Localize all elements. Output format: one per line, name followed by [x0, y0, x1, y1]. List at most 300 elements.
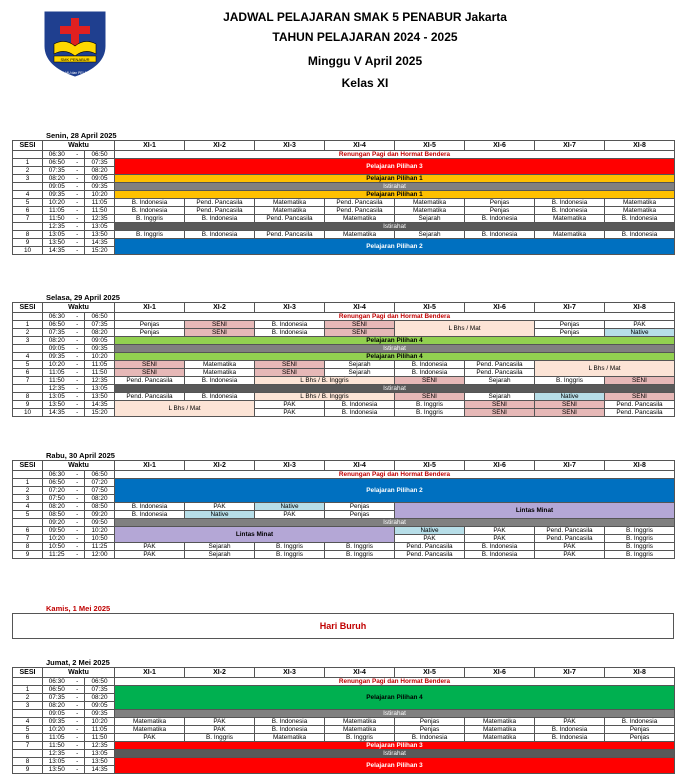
col-class-header: XI-8: [605, 141, 675, 151]
svg-text:IMAN, ILMU dan PELAYANAN: IMAN, ILMU dan PELAYANAN: [52, 71, 98, 75]
sesi-cell: [13, 345, 43, 353]
time-start: 11:50: [43, 377, 71, 385]
time-start: 06:50: [43, 479, 71, 487]
time-separator: -: [71, 175, 85, 183]
time-separator: -: [71, 361, 85, 369]
time-separator: -: [71, 393, 85, 401]
table-row: [13, 734, 675, 742]
subject-cell: Sejarah: [465, 377, 535, 385]
subject-cell: Penjas: [395, 718, 465, 726]
time-end: 15:20: [85, 247, 115, 255]
time-end: 07:20: [85, 479, 115, 487]
subject-cell: Pelajaran Pilihan 4: [115, 686, 675, 710]
time-start: 11:50: [43, 742, 71, 750]
time-start: 13:50: [43, 766, 71, 774]
table-row: [13, 742, 675, 750]
subject-cell: B. Indonesia: [115, 503, 185, 511]
subject-cell: Matematika: [465, 726, 535, 734]
time-start: 12:35: [43, 385, 71, 393]
col-class-header: XI-5: [395, 303, 465, 313]
subject-cell: Pend. Pancasila: [605, 401, 675, 409]
col-class-header: XI-4: [325, 461, 395, 471]
table-row: [13, 718, 675, 726]
subject-cell: Penjas: [395, 726, 465, 734]
subject-cell: Matematika: [535, 231, 605, 239]
time-start: 06:30: [43, 678, 71, 686]
time-end: 11:50: [85, 734, 115, 742]
col-class-header: XI-6: [465, 668, 535, 678]
schedule-header: [0, 0, 685, 105]
col-class-header: XI-1: [115, 303, 185, 313]
time-end: 10:50: [85, 535, 115, 543]
table-row: [13, 329, 675, 337]
time-separator: -: [71, 551, 85, 559]
subject-cell: Matematika: [325, 215, 395, 223]
time-end: 06:50: [85, 678, 115, 686]
subject-cell: Sejarah: [185, 551, 255, 559]
time-separator: -: [71, 183, 85, 191]
table-row: [13, 377, 675, 385]
time-separator: -: [71, 353, 85, 361]
schedule-table: [12, 460, 675, 559]
table-row: [13, 543, 675, 551]
time-start: 10:20: [43, 535, 71, 543]
time-start: 12:35: [43, 223, 71, 231]
col-class-header: XI-3: [255, 668, 325, 678]
time-separator: -: [71, 503, 85, 511]
subject-cell: SENI: [535, 409, 605, 417]
subject-cell: Sejarah: [325, 361, 395, 369]
time-end: 09:05: [85, 337, 115, 345]
table-row: [13, 175, 675, 183]
time-start: 13:05: [43, 758, 71, 766]
subject-cell: B. Inggris: [605, 551, 675, 559]
time-separator: -: [71, 223, 85, 231]
sesi-cell: 5: [13, 361, 43, 369]
sesi-cell: 7: [13, 742, 43, 750]
time-start: 08:20: [43, 702, 71, 710]
time-separator: -: [71, 345, 85, 353]
schedule-table: [12, 667, 675, 774]
subject-cell: SENI: [605, 393, 675, 401]
header-year: TAHUN PELAJARAN 2024 - 2025: [272, 30, 458, 44]
sesi-cell: [13, 750, 43, 758]
subject-cell: Pelajaran Pilihan 4: [115, 353, 675, 361]
time-start: 11:05: [43, 207, 71, 215]
subject-cell: SENI: [465, 409, 535, 417]
subject-cell: Renungan Pagi dan Hormat Bendera: [115, 471, 675, 479]
subject-cell: Native: [255, 503, 325, 511]
subject-cell: Pend. Pancasila: [185, 207, 255, 215]
time-end: 09:20: [85, 511, 115, 519]
schedule-table: [12, 302, 675, 417]
time-separator: -: [71, 535, 85, 543]
day-label: Selasa, 29 April 2025: [46, 293, 120, 302]
sesi-cell: [13, 313, 43, 321]
time-separator: -: [71, 702, 85, 710]
sesi-cell: 6: [13, 369, 43, 377]
time-separator: -: [71, 199, 85, 207]
subject-cell: B. Inggris: [115, 231, 185, 239]
subject-cell: PAK: [115, 551, 185, 559]
table-header-row: [13, 141, 675, 151]
table-row: [13, 726, 675, 734]
subject-cell: B. Inggris: [605, 543, 675, 551]
subject-cell: Pend. Pancasila: [535, 535, 605, 543]
time-separator: -: [71, 159, 85, 167]
subject-cell: Matematika: [325, 726, 395, 734]
subject-cell: B. Indonesia: [395, 369, 465, 377]
time-separator: -: [71, 369, 85, 377]
time-end: 10:20: [85, 191, 115, 199]
col-class-header: XI-5: [395, 141, 465, 151]
subject-cell: Pelajaran Pilihan 1: [115, 175, 675, 183]
header-title: JADWAL PELAJARAN SMAK 5 PENABUR Jakarta: [223, 10, 507, 24]
time-end: 10:20: [85, 718, 115, 726]
subject-cell: Matematika: [255, 199, 325, 207]
time-end: 09:05: [85, 175, 115, 183]
time-start: 07:35: [43, 167, 71, 175]
subject-cell: SENI: [255, 361, 325, 369]
time-start: 06:30: [43, 313, 71, 321]
time-end: 12:35: [85, 377, 115, 385]
subject-cell: Pend. Pancasila: [325, 207, 395, 215]
subject-cell: PAK: [255, 401, 325, 409]
subject-cell: B. Indonesia: [255, 718, 325, 726]
col-sesi-header: SESI: [13, 141, 43, 151]
time-start: 06:30: [43, 471, 71, 479]
subject-cell: SENI: [115, 369, 185, 377]
time-end: 11:50: [85, 369, 115, 377]
table-header-row: [13, 461, 675, 471]
subject-cell: B. Indonesia: [465, 215, 535, 223]
subject-cell: Pend. Pancasila: [185, 199, 255, 207]
subject-cell: B. Indonesia: [395, 734, 465, 742]
time-end: 13:05: [85, 223, 115, 231]
sesi-cell: 5: [13, 726, 43, 734]
subject-cell: B. Inggris: [115, 215, 185, 223]
col-class-header: XI-8: [605, 461, 675, 471]
subject-cell: Penjas: [605, 726, 675, 734]
time-end: 08:20: [85, 167, 115, 175]
subject-cell: B. Indonesia: [185, 393, 255, 401]
subject-cell: Matematika: [255, 207, 325, 215]
col-class-header: XI-6: [465, 303, 535, 313]
time-end: 10:20: [85, 353, 115, 361]
time-separator: -: [71, 543, 85, 551]
table-row: [13, 207, 675, 215]
time-separator: -: [71, 750, 85, 758]
subject-cell: B. Indonesia: [115, 199, 185, 207]
time-separator: -: [71, 239, 85, 247]
subject-cell: Sejarah: [325, 369, 395, 377]
subject-cell: Native: [185, 511, 255, 519]
time-end: 14:35: [85, 766, 115, 774]
table-row: [13, 519, 675, 527]
col-class-header: XI-5: [395, 668, 465, 678]
time-end: 14:35: [85, 401, 115, 409]
time-start: 06:50: [43, 686, 71, 694]
time-start: 09:35: [43, 353, 71, 361]
time-end: 11:05: [85, 361, 115, 369]
subject-cell: B. Indonesia: [325, 401, 395, 409]
time-start: 13:50: [43, 239, 71, 247]
col-class-header: XI-5: [395, 461, 465, 471]
time-separator: -: [71, 151, 85, 159]
time-start: 11:05: [43, 369, 71, 377]
subject-cell: B. Inggris: [535, 377, 605, 385]
header-class: Kelas XI: [341, 76, 389, 90]
time-start: 11:05: [43, 734, 71, 742]
time-start: 13:05: [43, 231, 71, 239]
table-row: [13, 471, 675, 479]
subject-cell: SENI: [395, 393, 465, 401]
subject-cell: PAK: [535, 718, 605, 726]
time-start: 09:05: [43, 183, 71, 191]
subject-cell: Penjas: [325, 511, 395, 519]
time-end: 11:50: [85, 207, 115, 215]
sesi-cell: 5: [13, 511, 43, 519]
sesi-cell: 6: [13, 734, 43, 742]
time-separator: -: [71, 734, 85, 742]
time-start: 10:20: [43, 199, 71, 207]
subject-cell: Pelajaran Pilihan 1: [115, 191, 675, 199]
subject-cell: B. Indonesia: [325, 409, 395, 417]
subject-cell: Istirahat: [115, 750, 675, 758]
sesi-cell: 4: [13, 191, 43, 199]
time-end: 06:50: [85, 471, 115, 479]
sesi-cell: 8: [13, 758, 43, 766]
time-separator: -: [71, 678, 85, 686]
subject-cell: B. Inggris: [395, 401, 465, 409]
time-start: 09:50: [43, 527, 71, 535]
time-start: 09:05: [43, 345, 71, 353]
subject-cell: SENI: [185, 329, 255, 337]
subject-cell: Renungan Pagi dan Hormat Bendera: [115, 151, 675, 159]
time-separator: -: [71, 694, 85, 702]
subject-cell: Pelajaran Pilihan 4: [115, 337, 675, 345]
time-end: 09:05: [85, 702, 115, 710]
subject-cell: B. Indonesia: [605, 231, 675, 239]
time-separator: -: [71, 758, 85, 766]
subject-cell: B. Indonesia: [255, 329, 325, 337]
subject-cell: Pend. Pancasila: [465, 361, 535, 369]
time-separator: -: [71, 519, 85, 527]
table-row: [13, 199, 675, 207]
sesi-cell: 1: [13, 321, 43, 329]
time-separator: -: [71, 710, 85, 718]
table-row: [13, 231, 675, 239]
subject-cell: Lintas Minat: [395, 503, 675, 519]
time-separator: -: [71, 337, 85, 345]
col-class-header: XI-2: [185, 141, 255, 151]
subject-cell: Matematika: [255, 734, 325, 742]
time-end: 08:20: [85, 694, 115, 702]
sesi-cell: [13, 151, 43, 159]
time-separator: -: [71, 471, 85, 479]
subject-cell: Pend. Pancasila: [395, 551, 465, 559]
subject-cell: SENI: [185, 321, 255, 329]
table-row: [13, 159, 675, 167]
sesi-cell: 9: [13, 766, 43, 774]
table-row: [13, 183, 675, 191]
subject-cell: Penjas: [605, 734, 675, 742]
subject-cell: Penjas: [465, 207, 535, 215]
subject-cell: Pend. Pancasila: [465, 369, 535, 377]
subject-cell: Penjas: [115, 321, 185, 329]
time-separator: -: [71, 527, 85, 535]
subject-cell: Matematika: [465, 718, 535, 726]
sesi-cell: [13, 385, 43, 393]
table-row: [13, 503, 675, 511]
subject-cell: B. Indonesia: [605, 215, 675, 223]
sesi-cell: 1: [13, 686, 43, 694]
subject-cell: B. Indonesia: [185, 215, 255, 223]
subject-cell: L Bhs / B. Inggris: [255, 377, 395, 385]
time-start: 07:20: [43, 487, 71, 495]
time-start: 14:35: [43, 409, 71, 417]
day-label: Senin, 28 April 2025: [46, 131, 117, 140]
subject-cell: Native: [605, 329, 675, 337]
time-separator: -: [71, 686, 85, 694]
time-end: 11:25: [85, 543, 115, 551]
time-end: 13:50: [85, 231, 115, 239]
subject-cell: B. Indonesia: [115, 207, 185, 215]
col-class-header: XI-1: [115, 461, 185, 471]
subject-cell: B. Inggris: [185, 734, 255, 742]
time-separator: -: [71, 215, 85, 223]
day-schedule-monday: [12, 131, 674, 255]
time-separator: -: [71, 479, 85, 487]
subject-cell: B. Indonesia: [465, 551, 535, 559]
time-end: 15:20: [85, 409, 115, 417]
sesi-cell: 2: [13, 329, 43, 337]
table-row: [13, 401, 675, 409]
time-separator: -: [71, 401, 85, 409]
subject-cell: Matematika: [325, 718, 395, 726]
table-row: [13, 551, 675, 559]
time-start: 06:30: [43, 151, 71, 159]
subject-cell: SENI: [325, 321, 395, 329]
subject-cell: Pend. Pancasila: [255, 215, 325, 223]
subject-cell: Lintas Minat: [115, 527, 395, 543]
col-class-header: XI-1: [115, 668, 185, 678]
sesi-cell: [13, 223, 43, 231]
sesi-cell: 7: [13, 215, 43, 223]
time-start: 07:35: [43, 694, 71, 702]
time-end: 09:35: [85, 183, 115, 191]
sesi-cell: 3: [13, 702, 43, 710]
time-start: 11:25: [43, 551, 71, 559]
time-end: 14:35: [85, 239, 115, 247]
sesi-cell: 3: [13, 495, 43, 503]
subject-cell: SENI: [255, 369, 325, 377]
table-header-row: [13, 303, 675, 313]
time-end: 06:50: [85, 151, 115, 159]
subject-cell: Native: [395, 527, 465, 535]
time-end: 10:20: [85, 527, 115, 535]
subject-cell: Pend. Pancasila: [115, 377, 185, 385]
subject-cell: L Bhs / Mat: [115, 401, 255, 417]
header-week: Minggu V April 2025: [307, 54, 423, 68]
col-class-header: XI-4: [325, 303, 395, 313]
day-schedule-tuesday: [12, 293, 674, 417]
time-end: 07:50: [85, 487, 115, 495]
sesi-cell: 2: [13, 694, 43, 702]
col-sesi-header: SESI: [13, 461, 43, 471]
subject-cell: SENI: [395, 377, 465, 385]
subject-cell: B. Indonesia: [115, 511, 185, 519]
time-end: 06:50: [85, 313, 115, 321]
col-class-header: XI-2: [185, 668, 255, 678]
time-separator: -: [71, 231, 85, 239]
day-label: Rabu, 30 April 2025: [46, 451, 115, 460]
subject-cell: Sejarah: [395, 231, 465, 239]
subject-cell: Penjas: [535, 321, 605, 329]
svg-text:SMK PENABUR: SMK PENABUR: [60, 56, 90, 62]
subject-cell: SENI: [115, 361, 185, 369]
subject-cell: Matematika: [465, 734, 535, 742]
subject-cell: Pelajaran Pilihan 2: [115, 239, 675, 255]
subject-cell: Matematika: [185, 361, 255, 369]
time-end: 09:50: [85, 519, 115, 527]
subject-cell: L Bhs / B. Inggris: [255, 393, 395, 401]
time-separator: -: [71, 511, 85, 519]
time-separator: -: [71, 409, 85, 417]
subject-cell: B. Inggris: [325, 734, 395, 742]
sesi-cell: 4: [13, 503, 43, 511]
sesi-cell: 9: [13, 551, 43, 559]
sesi-cell: 2: [13, 167, 43, 175]
subject-cell: Matematika: [395, 207, 465, 215]
school-logo-icon: [40, 8, 110, 78]
time-separator: -: [71, 377, 85, 385]
table-row: [13, 758, 675, 766]
sesi-cell: [13, 519, 43, 527]
sesi-cell: 7: [13, 535, 43, 543]
sesi-cell: 8: [13, 393, 43, 401]
table-row: [13, 313, 675, 321]
sesi-cell: [13, 471, 43, 479]
time-separator: -: [71, 329, 85, 337]
time-start: 13:05: [43, 393, 71, 401]
col-class-header: XI-7: [535, 141, 605, 151]
subject-cell: PAK: [395, 535, 465, 543]
subject-cell: Pend. Pancasila: [325, 199, 395, 207]
time-separator: -: [71, 247, 85, 255]
time-end: 11:05: [85, 726, 115, 734]
table-row: [13, 710, 675, 718]
subject-cell: L Bhs / Mat: [395, 321, 535, 337]
time-end: 07:35: [85, 159, 115, 167]
time-separator: -: [71, 385, 85, 393]
time-start: 06:50: [43, 159, 71, 167]
sesi-cell: [13, 710, 43, 718]
sesi-cell: 3: [13, 175, 43, 183]
subject-cell: B. Indonesia: [535, 199, 605, 207]
time-start: 07:35: [43, 329, 71, 337]
subject-cell: Istirahat: [115, 345, 675, 353]
sesi-cell: 10: [13, 247, 43, 255]
time-end: 12:35: [85, 215, 115, 223]
subject-cell: Native: [535, 393, 605, 401]
time-end: 09:35: [85, 710, 115, 718]
subject-cell: PAK: [465, 527, 535, 535]
col-class-header: XI-4: [325, 668, 395, 678]
sesi-cell: 1: [13, 479, 43, 487]
time-end: 13:50: [85, 393, 115, 401]
subject-cell: PAK: [185, 503, 255, 511]
